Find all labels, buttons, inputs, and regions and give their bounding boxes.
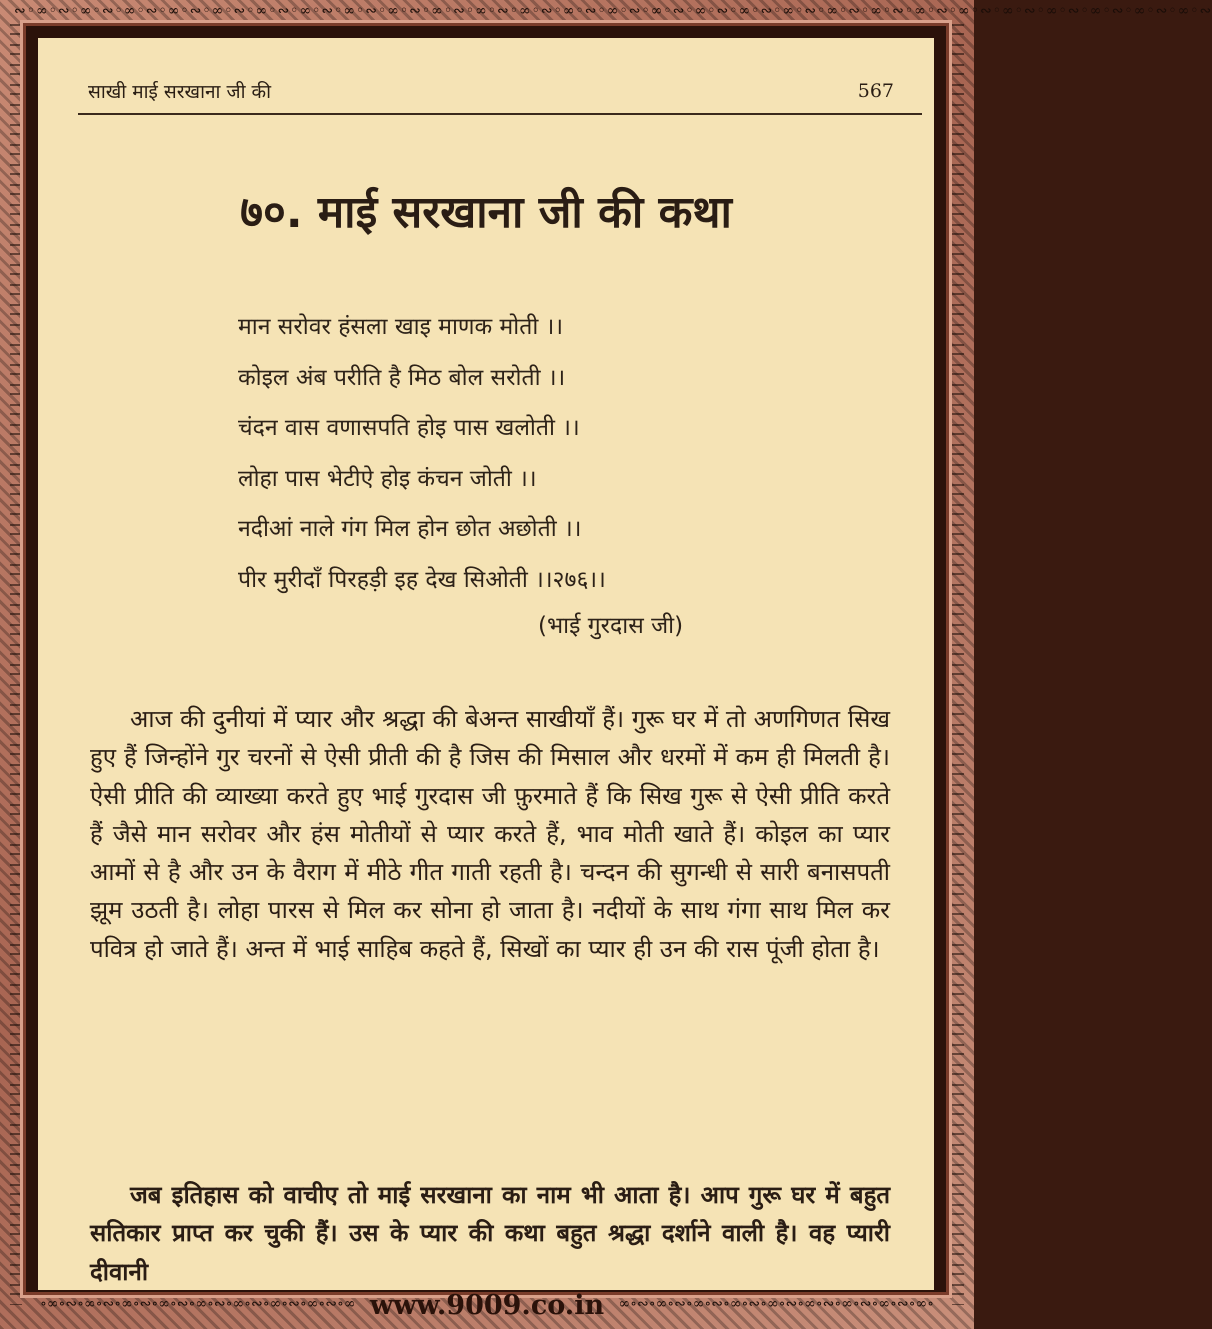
- header-rule: [78, 113, 922, 115]
- verse-line: मान सरोवर हंसला खाइ माणक मोती ।।: [238, 314, 564, 340]
- verse-line: कोइल अंब परीति है मिठ बोल सरोती ।।: [238, 364, 566, 391]
- chapter-title: ७०. माई सरखाना जी की कथा: [240, 187, 732, 238]
- bottom-ornament-left: ∘∞∘∾∘∞∘∾∘∞∘∾∘∞∘∾∘∞∘∾∘∞∘∾∘∞∘∾∘∞∘∾∘∞: [40, 1296, 356, 1312]
- verse-line: लोहा पास भेटीऐ होइ कंचन जोती ।।: [238, 465, 537, 492]
- left-ornament-border: [10, 24, 22, 1305]
- book-page: [38, 38, 934, 1290]
- verse-line: नदीआं नाले गंग मिल होन छोत अछोती ।।: [238, 516, 582, 542]
- running-header: [78, 76, 894, 106]
- bottom-ornament-right: ∞∘∾∘∞∘∾∘∞∘∾∘∞∘∾∘∞∘∾∘∞∘∾∘∞∘∾∘∞∘∾∘∞∘: [618, 1296, 934, 1312]
- running-title: साखी माई सरखाना जी की: [88, 81, 272, 103]
- top-ornament-border: ∾◦∞◦∾◦∞◦∾◦∞◦∾◦∞◦∾◦∞◦∾◦∞◦∾◦∞◦∾◦∞◦∾◦∞◦∾◦∞◦∾◦∞◦∾◦∞◦∾◦∞◦∾◦∞◦∾◦∞◦∾◦∞◦∾◦∞◦∾◦∞◦∾◦∞◦∾◦∞◦∾◦∞◦∾◦∞◦∾◦∞◦∾◦∞◦∾◦∞◦∾◦∞◦∾◦∞◦∾: [14, 3, 1212, 19]
- website-watermark: www.9009.co.in: [369, 1290, 605, 1321]
- page-number: 567: [857, 80, 894, 102]
- verse-line: पीर मुरीदाँ पिरहड़ी इह देख सिओती ।।२७६।।: [238, 566, 606, 593]
- verse-attribution: (भाई गुरदास जी): [538, 613, 684, 639]
- body-paragraph-1: आज की दुनीयां में प्यार और श्रद्धा की बेअन्त साखीयाँ हैं। गुरू घर में तो अणगिणत सिख हुए हैं जिन्होंने गुर चरनों से ऐसी प्रीती की है जिस की मिसाल और धरमों में कम ही मिलती है। ऐसी प्रीति की व्याख्या करते हुए भाई गुरदास जी फ़ुरमाते हैं कि सिख गुरू से ऐसी प्रीति करते हैं जैसे मान सरोवर और हंस मोतीयों से प्यार करते हैं, भाव मोती खाते हैं। कोइल का प्यार आमों से है और उन के वैराग में मीठे गीत गाती रहती है। चन्दन की सुगन्धी से सारी बनासपती झूम उठती है। लोहा पारस से मिल कर सोना हो जाता है। नदीयों के साथ गंगा साथ मिल कर पवित्र हो जाते हैं। अन्त में भाई साहिब कहते हैं, सिखों का प्यार ही उन की रास पूंजी होता है।: [90, 705, 890, 963]
- right-ornament-border: [952, 24, 964, 1305]
- verse-block: [238, 302, 858, 605]
- verse-line: चंदन वास वणासपति होइ पास खलोती ।।: [238, 415, 580, 441]
- body-paragraph-2: जब इतिहास को वाचीए तो माई सरखाना का नाम भी आता है। आप गुरू घर में बहुत सतिकार प्राप्त कर चुकी हैं। उस के प्यार की कथा बहुत श्रद्धा दर्शाने वाली है। वह प्यारी दीवानी: [90, 1181, 890, 1286]
